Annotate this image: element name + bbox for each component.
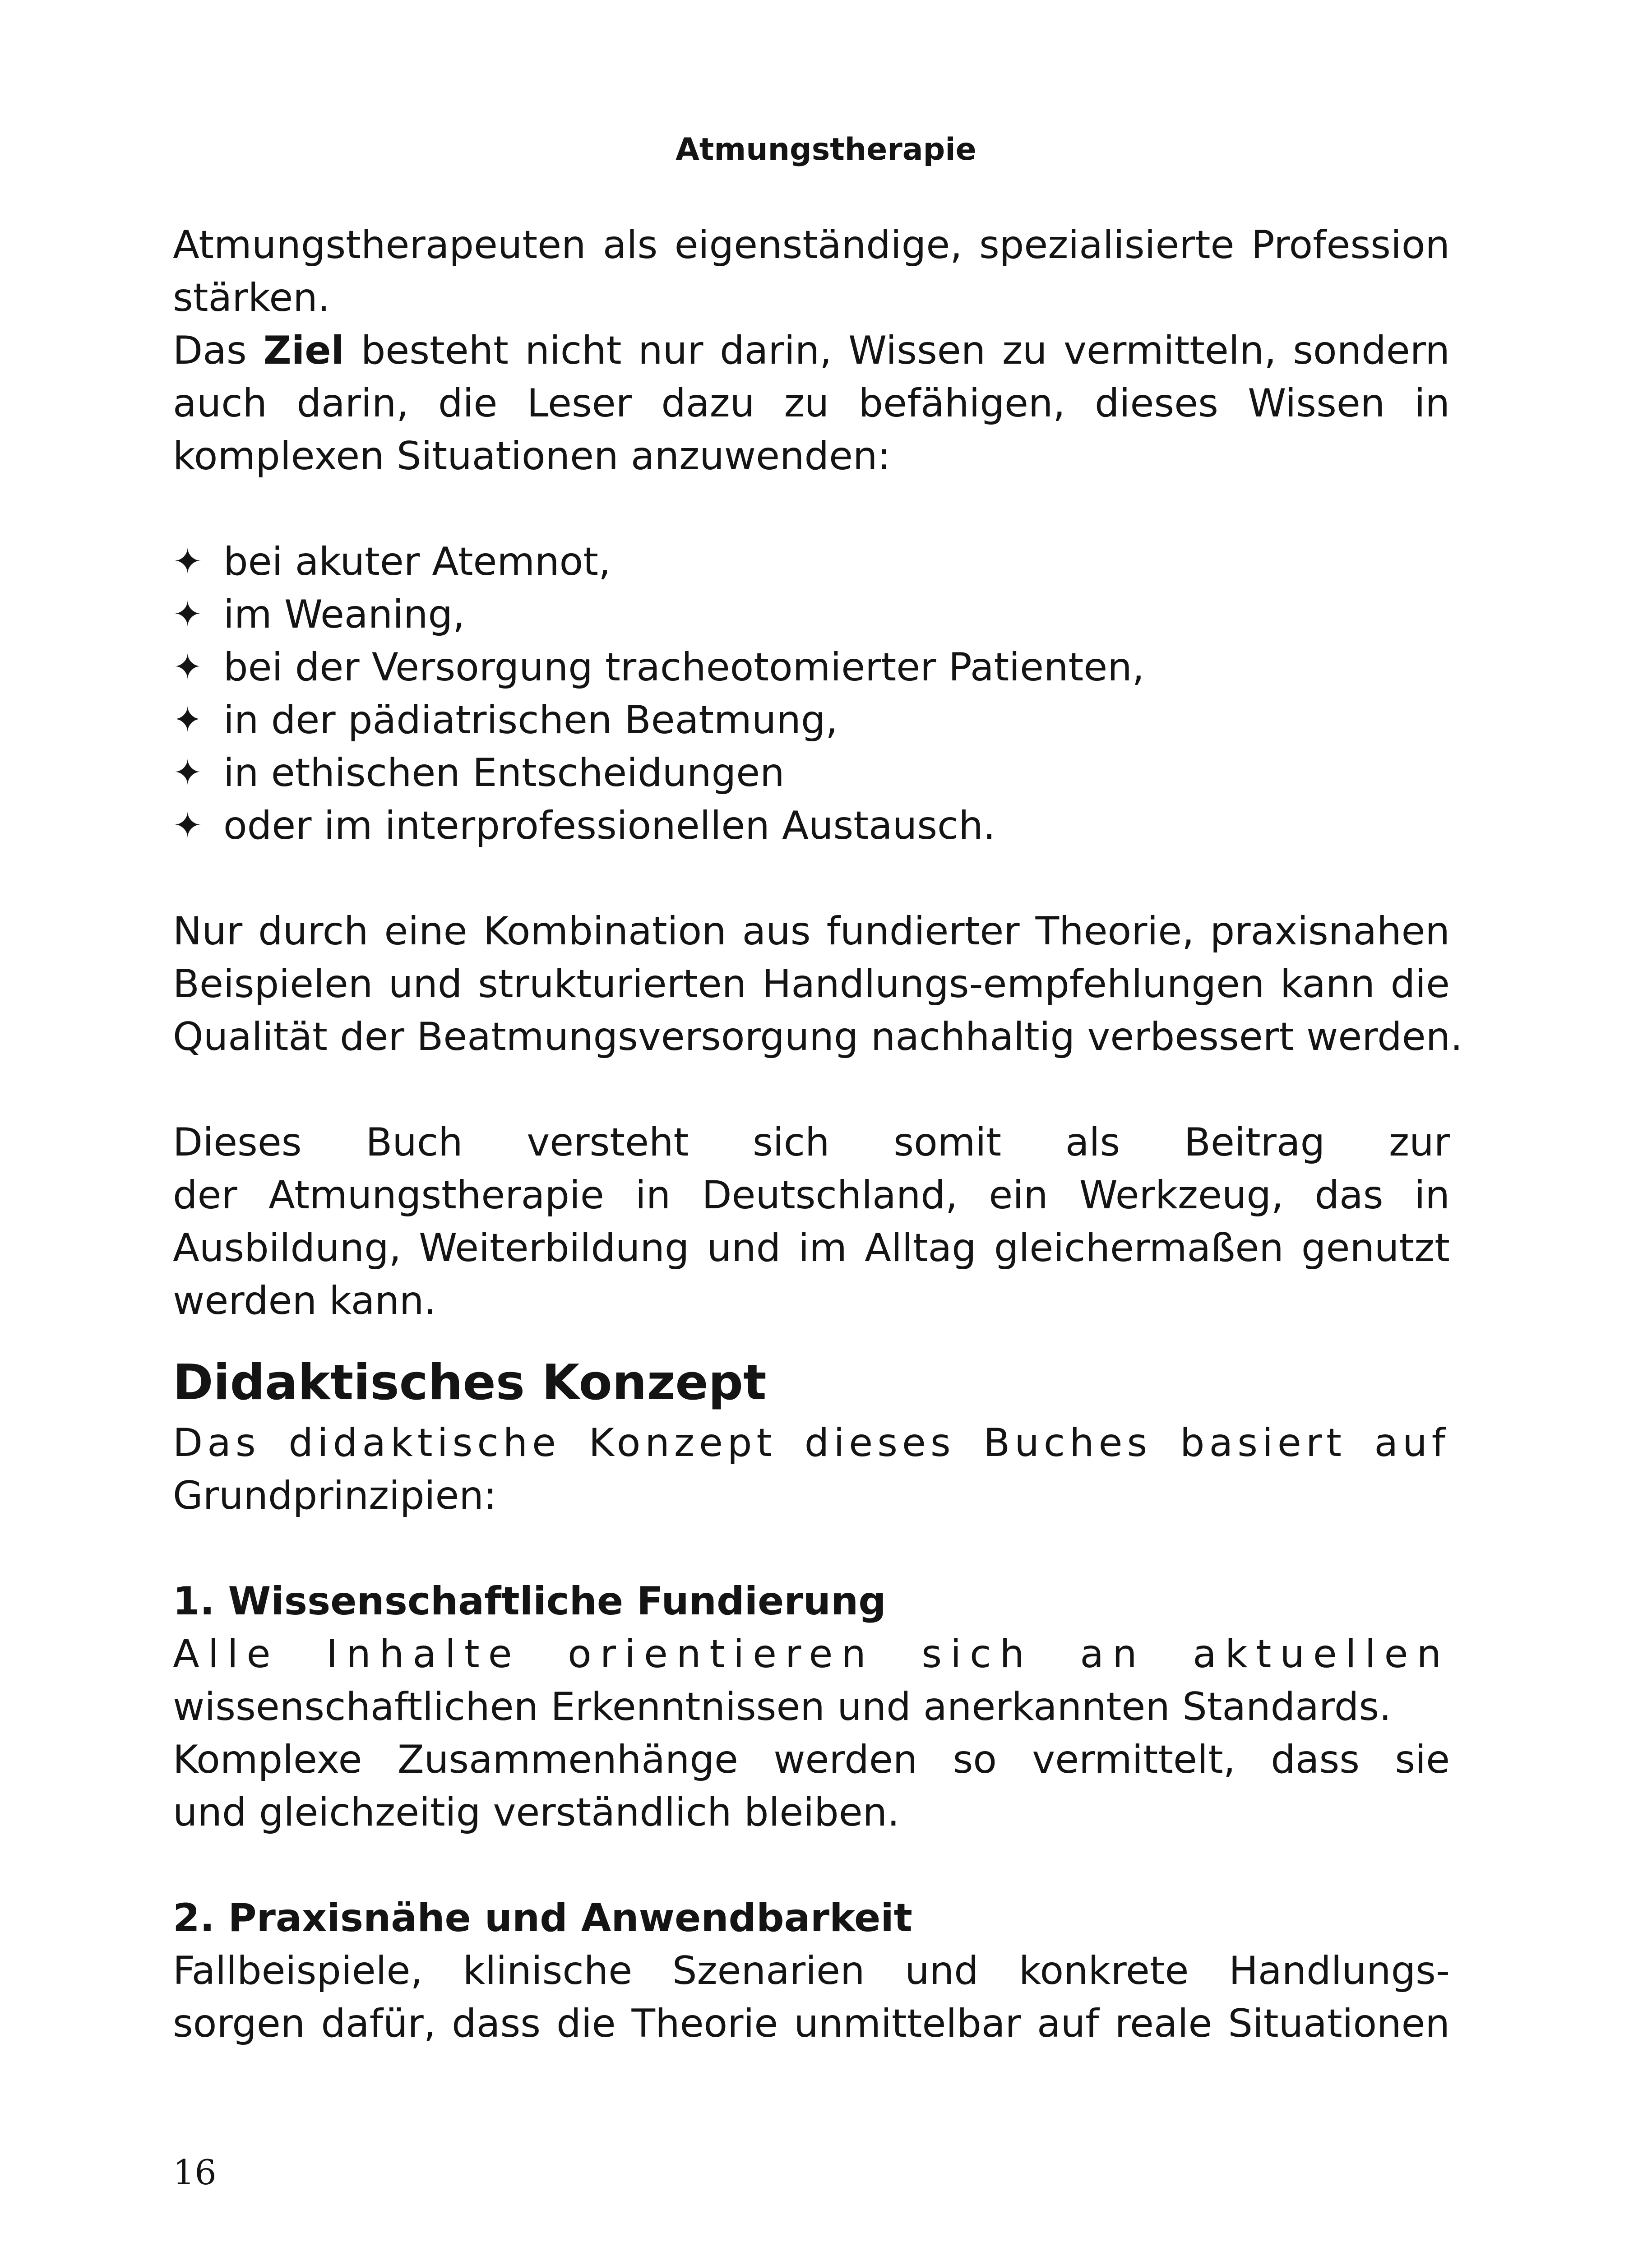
book-line: Dieses Buch versteht sich somit als Beitrag zur xyxy=(173,1120,1450,1165)
paragraph-gap xyxy=(173,1063,1450,1116)
principle-line: Fallbeispiele, klinische Szenarien und konkrete Handlungs- xyxy=(173,1948,1450,1993)
section-heading: Didaktisches Konzept xyxy=(173,1355,767,1411)
list-item xyxy=(173,588,1450,641)
paragraph-gap xyxy=(173,1839,1450,1892)
theory-line: Nur durch eine Kombination aus fundierter Theorie, praxisnahen xyxy=(173,909,1450,954)
paragraph-gap xyxy=(173,852,1450,905)
running-head: Atmungstherapie xyxy=(676,132,976,167)
list-item xyxy=(173,747,1450,800)
list-item-text: im Weaning, xyxy=(223,592,465,637)
book-line: Ausbildung, Weiterbildung und im Alltag gleichermaßen genutzt xyxy=(173,1225,1450,1271)
paragraph-gap xyxy=(173,483,1450,536)
intro-line: stärken. xyxy=(173,275,330,320)
section-intro-line: Das didaktische Konzept dieses Buches basiert auf xyxy=(173,1420,1450,1465)
list-item-text: in der pädiatrischen Beatmung, xyxy=(223,698,838,743)
list-item-text: in ethischen Entscheidungen xyxy=(223,750,785,795)
star-bullet-icon: ✦ xyxy=(173,594,203,635)
theory-line: Qualität der Beatmungsversorgung nachhaltig verbessert werden. xyxy=(173,1014,1463,1059)
body-text xyxy=(173,219,1463,2050)
goal-text: Das xyxy=(173,328,264,373)
principle-line: Komplexe Zusammenhänge werden so vermittelt, dass sie xyxy=(173,1737,1450,1782)
paragraph-gap xyxy=(173,1522,1450,1575)
list-item xyxy=(173,536,1450,588)
bullet-list xyxy=(173,536,1450,852)
star-bullet-icon: ✦ xyxy=(173,753,203,793)
list-item-text: bei akuter Atemnot, xyxy=(223,539,611,584)
list-item xyxy=(173,800,1450,852)
principle-line: und gleichzeitig verständlich bleiben. xyxy=(173,1790,900,1835)
star-bullet-icon: ✦ xyxy=(173,647,203,688)
intro-line: Atmungstherapeuten als eigenständige, spezialisierte Profession xyxy=(173,222,1450,268)
list-item xyxy=(173,641,1450,694)
star-bullet-icon: ✦ xyxy=(173,541,203,582)
section-intro-line: Grundprinzipien: xyxy=(173,1473,497,1518)
list-item-text: oder im interprofessionellen Austausch. xyxy=(223,803,996,848)
goal-line: komplexen Situationen anzuwenden: xyxy=(173,434,891,479)
theory-line: Beispielen und strukturierten Handlungs-empfehlungen kann die xyxy=(173,962,1450,1007)
goal-line xyxy=(173,324,1450,377)
book-line: der Atmungstherapie in Deutschland, ein Werkzeug, das in xyxy=(173,1173,1450,1218)
star-bullet-icon: ✦ xyxy=(173,805,203,846)
goal-keyword: Ziel xyxy=(263,328,345,373)
goal-line: auch darin, die Leser dazu zu befähigen, dieses Wissen in xyxy=(173,381,1450,426)
principle-line: sorgen dafür, dass die Theorie unmittelbar auf reale Situationen xyxy=(173,2001,1450,2046)
list-item xyxy=(173,694,1450,747)
star-bullet-icon: ✦ xyxy=(173,700,203,740)
page-number: 16 xyxy=(173,2152,217,2192)
goal-text: besteht nicht nur darin, Wissen zu vermitteln, sondern xyxy=(344,328,1450,373)
principle-line: wissenschaftlichen Erkenntnissen und anerkannten Standards. xyxy=(173,1684,1392,1729)
principle-heading: 1. Wissenschaftliche Fundierung xyxy=(173,1579,886,1624)
principle-heading: 2. Praxisnähe und Anwendbarkeit xyxy=(173,1895,912,1941)
principle-line: Alle Inhalte orientieren sich an aktuellen xyxy=(173,1632,1450,1677)
list-item-text: bei der Versorgung tracheotomierter Patienten, xyxy=(223,645,1145,690)
book-line: werden kann. xyxy=(173,1278,436,1323)
